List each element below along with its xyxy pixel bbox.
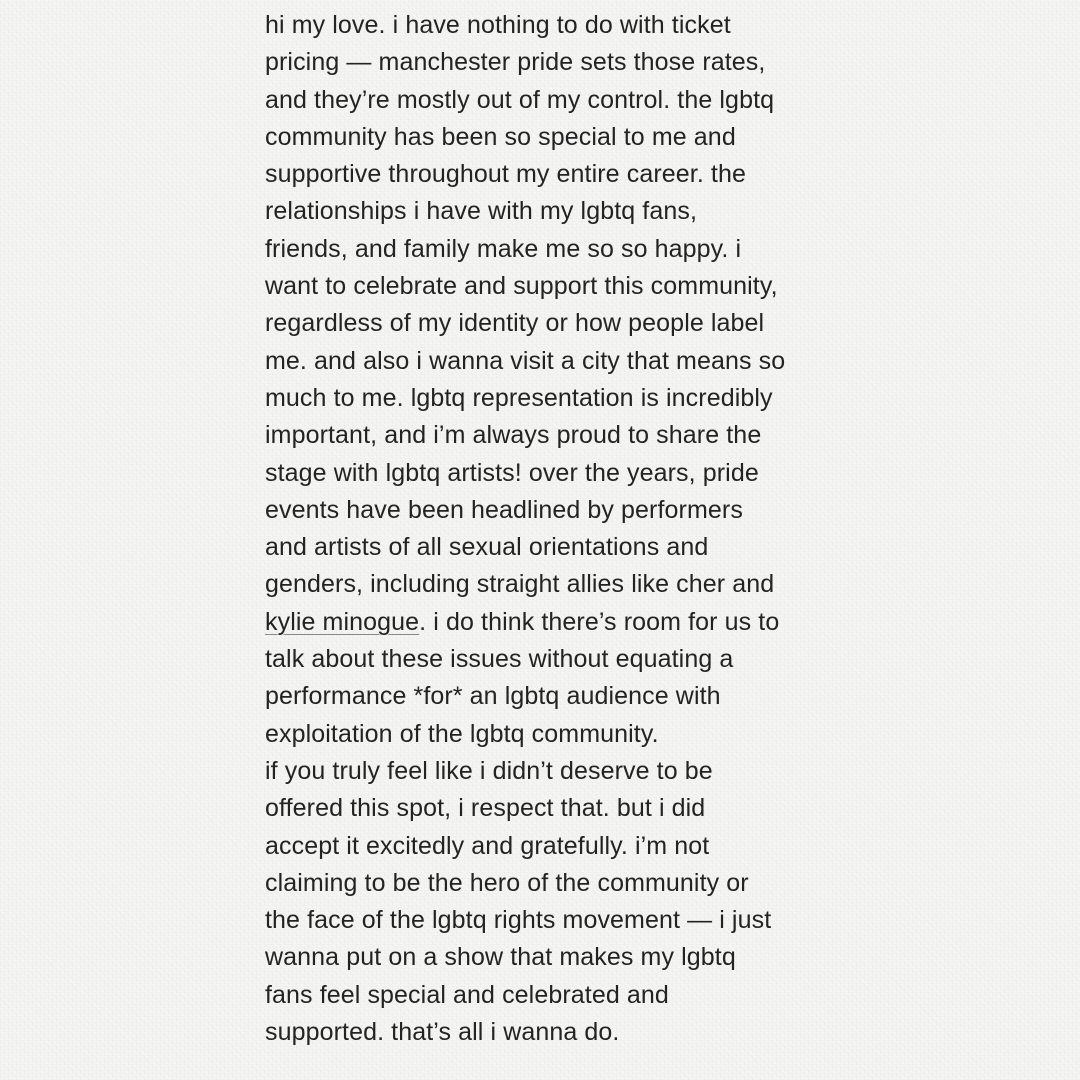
text-line-rest: . i do think there’s room for us to <box>419 607 780 636</box>
text-line: important, and i’m always proud to share the <box>265 421 762 450</box>
text-line: friends, and family make me so so happy. i <box>265 234 742 263</box>
text-line-with-link <box>265 604 825 641</box>
text-line: claiming to be the hero of the community or <box>265 868 749 897</box>
text-line: hi my love. i have nothing to do with ticket <box>265 11 731 39</box>
text-line: wanna put on a show that makes my lgbtq <box>265 943 736 972</box>
text-line: performance *for* an lgbtq audience with <box>265 682 721 711</box>
text-line: if you truly feel like i didn’t deserve to be <box>265 756 713 785</box>
text-line: exploitation of the lgbtq community. <box>265 719 659 748</box>
text-line: events have been headlined by performers <box>265 495 743 524</box>
text-line: me. and also i wanna visit a city that means so <box>265 346 786 375</box>
text-line: much to me. lgbtq representation is incredibly <box>265 383 773 412</box>
text-line: genders, including straight allies like cher and <box>265 570 775 599</box>
text-line: supported. that’s all i wanna do. <box>265 1018 620 1047</box>
text-line: fans feel special and celebrated and <box>265 980 669 1009</box>
text-line: community has been so special to me and <box>265 122 736 151</box>
text-line: regardless of my identity or how people label <box>265 309 765 338</box>
text-line: and artists of all sexual orientations and <box>265 533 709 562</box>
text-line: and they’re mostly out of my control. the lgbtq <box>265 85 775 114</box>
text-line: relationships i have with my lgbtq fans, <box>265 197 697 226</box>
text-line: talk about these issues without equating a <box>265 645 734 674</box>
text-line: want to celebrate and support this community, <box>265 272 778 301</box>
text-line: pricing — manchester pride sets those rates, <box>265 48 766 77</box>
text-line: offered this spot, i respect that. but i did <box>265 794 706 823</box>
text-line: stage with lgbtq artists! over the years, pride <box>265 458 759 487</box>
text-line: the face of the lgbtq rights movement — i just <box>265 906 772 935</box>
text-line: accept it excitedly and gratefully. i’m not <box>265 831 710 860</box>
kylie-minogue-link[interactable]: kylie minogue <box>265 607 420 636</box>
text-line: supportive throughout my entire career. the <box>265 160 746 189</box>
note-body <box>265 7 825 1051</box>
